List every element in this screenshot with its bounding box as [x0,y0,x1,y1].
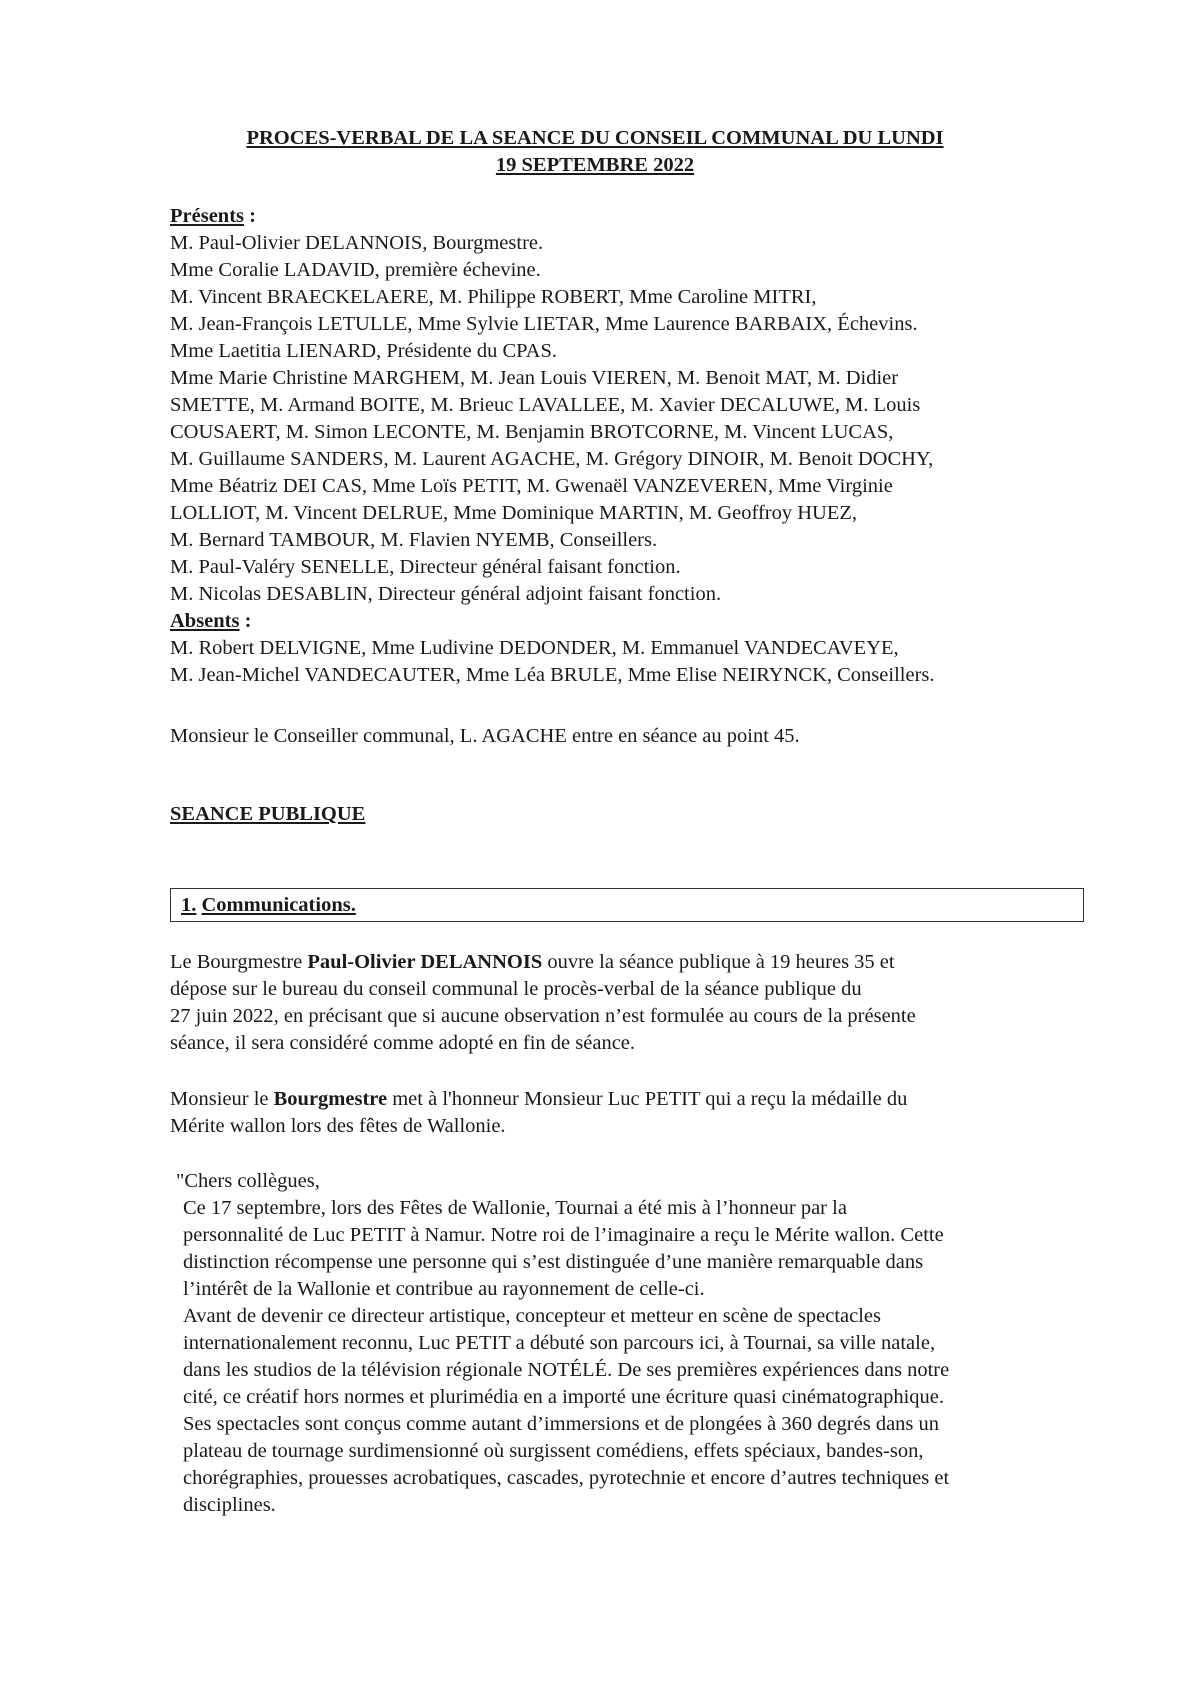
presents-heading [170,203,256,230]
speech-line: chorégraphies, prouesses acrobatiques, cascades, pyrotechnie et encore d’autres techniques et [183,1467,950,1489]
presents-line: Mme Laetitia LIENARD, Présidente du CPAS. [170,340,557,362]
presents-line: M. Vincent BRAECKELAERE, M. Philippe ROBERT, Mme Caroline MITRI, [170,286,817,308]
speech-line: internationalement reconnu, Luc PETIT a débuté son parcours ici, à Tournai, sa ville natale, [183,1332,936,1354]
paragraph-line: 27 juin 2022, en précisant que si aucune observation n’est formulée au cours de la présente [170,1005,916,1027]
paragraph-text: ouvre la séance publique à 19 heures 35 et [542,951,895,973]
speech-line: Ce 17 septembre, lors des Fêtes de Wallonie, Tournai a été mis à l’honneur par la [183,1197,847,1219]
presents-line: M. Paul-Olivier DELANNOIS, Bourgmestre. [170,232,544,254]
paragraph-line: séance, il sera considéré comme adopté en fin de séance. [170,1032,636,1054]
speech-line: plateau de tournage surdimensionné où surgissent comédiens, effets spéciaux, bandes-son, [183,1440,924,1462]
presents-line: Mme Béatriz DEI CAS, Mme Loïs PETIT, M. Gwenaël VANZEVEREN, Mme Virginie [170,475,893,497]
agenda-item-title: Communications. [201,894,356,916]
presents-line: M. Jean-François LETULLE, Mme Sylvie LIETAR, Mme Laurence BARBAIX, Échevins. [170,313,918,335]
section-heading-seance-publique: SEANCE PUBLIQUE [170,803,366,825]
presents-line: M. Guillaume SANDERS, M. Laurent AGACHE, M. Grégory DINOIR, M. Benoit DOCHY, [170,448,934,470]
speech-line: Ses spectacles sont conçus comme autant d’immersions et de plongées à 360 degrés dans un [183,1413,940,1435]
paragraph-line: Mérite wallon lors des fêtes de Wallonie. [170,1115,506,1137]
arrival-note: Monsieur le Conseiller communal, L. AGACHE entre en séance au point 45. [170,725,800,747]
speech-line: Avant de devenir ce directeur artistique, concepteur et metteur en scène de spectacles [183,1305,881,1327]
document-title-line-2: 19 SEPTEMBRE 2022 [495,154,695,176]
presents-line: SMETTE, M. Armand BOITE, M. Brieuc LAVALLEE, M. Xavier DECALUWE, M. Louis [170,394,921,416]
paragraph-honour-line [170,1086,907,1113]
presents-line: M. Nicolas DESABLIN, Directeur général adjoint faisant fonction. [170,583,722,605]
absents-line: M. Robert DELVIGNE, Mme Ludivine DEDONDER, M. Emmanuel VANDECAVEYE, [170,637,899,659]
speech-line: cité, ce créatif hors normes et plurimédia en a importé une écriture quasi cinématographique. [183,1386,945,1408]
agenda-item-heading [181,892,356,919]
absents-label: Absents [170,610,240,632]
presents-line: LOLLIOT, M. Vincent DELRUE, Mme Dominique MARTIN, M. Geoffroy HUEZ, [170,502,858,524]
agenda-item-number: 1. [181,894,197,916]
absents-heading [170,608,251,635]
presents-line: Mme Coralie LADAVID, première échevine. [170,259,541,281]
speech-line: personnalité de Luc PETIT à Namur. Notre roi de l’imaginaire a reçu le Mérite wallon. Cette [183,1224,944,1246]
speech-greeting: "Chers collègues, [176,1170,320,1192]
presents-line: COUSAERT, M. Simon LECONTE, M. Benjamin BROTCORNE, M. Vincent LUCAS, [170,421,894,443]
speech-line: disciplines. [183,1494,276,1516]
presents-line: Mme Marie Christine MARGHEM, M. Jean Louis VIEREN, M. Benoit MAT, M. Didier [170,367,899,389]
presents-label: Présents [170,205,245,227]
paragraph-bold-name: Paul-Olivier DELANNOIS [307,951,543,973]
presents-colon: : [244,205,256,227]
speech-line: l’intérêt de la Wallonie et contribue au rayonnement de celle-ci. [183,1278,705,1300]
paragraph-text: Le Bourgmestre [170,951,308,973]
speech-line: dans les studios de la télévision régionale NOTÉLÉ. De ses premières expériences dans notre [183,1359,950,1381]
agenda-item-box [170,888,1084,922]
speech-line: distinction récompense une personne qui s’est distinguée d’une manière remarquable dans [183,1251,924,1273]
presents-line: M. Bernard TAMBOUR, M. Flavien NYEMB, Conseillers. [170,529,658,551]
paragraph-bold-role: Bourgmestre [273,1088,388,1110]
paragraph-line: dépose sur le bureau du conseil communal le procès-verbal de la séance publique du [170,978,862,1000]
paragraph-opening-line [170,949,895,976]
absents-colon: : [239,610,252,632]
paragraph-text: met à l'honneur Monsieur Luc PETIT qui a reçu la médaille du [387,1088,908,1110]
absents-line: M. Jean-Michel VANDECAUTER, Mme Léa BRULE, Mme Elise NEIRYNCK, Conseillers. [170,664,935,686]
document-title-line-1: PROCES-VERBAL DE LA SEANCE DU CONSEIL COMMUNAL DU LUNDI [246,127,944,149]
presents-line: M. Paul-Valéry SENELLE, Directeur général faisant fonction. [170,556,681,578]
paragraph-text: Monsieur le [170,1088,274,1110]
